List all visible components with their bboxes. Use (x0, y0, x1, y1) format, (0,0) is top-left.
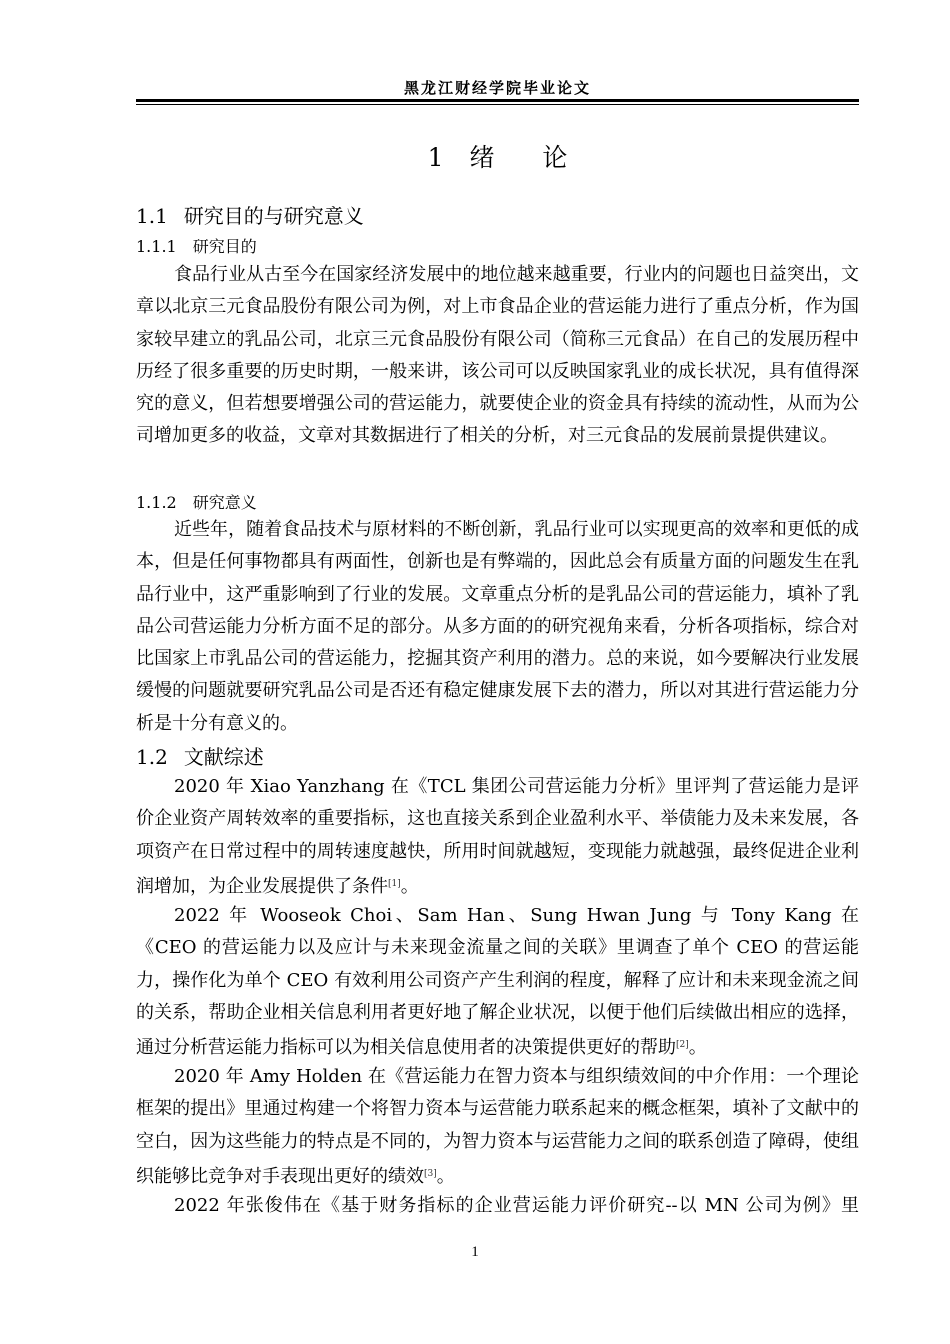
paragraph-text: 2020 年 Amy Holden 在《营运能力在智力资本与组织绩效间的中介作用：一个理论框架的提出》里通过构建一个将智力资本与运营能力联系起来的概念框架，填补了文献中的空白，因为这些能力的特点是不同的，为智力资本与运营能力之间的联系创造了障碍，使组织能够比竞争对手表现出更好的绩效 (136, 1066, 859, 1187)
paragraph-text: 2022 年 Wooseok Choi、Sam Han、Sung Hwan Jung 与 Tony Kang 在《CEO 的营运能力以及应计与未来现金流量之间的关联》里调查了单个 CEO 的营运能力，操作化为单个 CEO 有效利用公司资产产生利润的程度，解释了应计和未来现金流之间的关系，帮助企业相关信息利用者更好地了解企业状况，以便于他们后续做出相应的选择，通过分析营运能力指标可以为相关信息使用者的决策提供更好的帮助 (136, 905, 859, 1059)
citation-marker: [1] (388, 878, 401, 889)
paragraph-end: 。 (688, 1037, 707, 1059)
chapter-number: 1 (427, 143, 444, 172)
paragraph-end: 。 (436, 1165, 455, 1187)
paragraph-research-significance: 近些年，随着食品技术与原材料的不断创新，乳品行业可以实现更高的效率和更低的成本，但是任何事物都具有两面性，创新也是有弊端的，因此总会有质量方面的问题发生在乳品行业中，这严重影响到了行业的发展。文章重点分析的是乳品公司的营运能力，填补了乳品公司营运能力分析方面不足的部分。从多方面的的研究视角来看，分析各项指标，综合对比国家上市乳品公司的营运能力，挖掘其资产利用的潜力。总的来说，如今要解决行业发展缓慢的问题就要研究乳品公司是否还有稳定健康发展下去的潜力，所以对其进行营运能力分析是十分有意义的。 (136, 519, 859, 734)
subsection-number: 1.1.1 (136, 237, 177, 256)
section-heading-1-2 (136, 741, 264, 770)
paragraph-literature-2 (136, 900, 859, 1064)
section-number: 1.2 (136, 745, 168, 769)
section-title: 研究目的与研究意义 (183, 204, 364, 228)
paragraph-literature-1 (136, 771, 859, 903)
citation-marker: [2] (676, 1040, 689, 1051)
section-number: 1.1 (136, 204, 168, 228)
header-title: 黑龙江财经学院毕业论文 (403, 79, 591, 97)
section-heading-1-1 (136, 200, 364, 229)
paragraph-end: 。 (400, 875, 419, 897)
chapter-title-part1: 绪 (469, 143, 495, 172)
chapter-title-part2: 论 (542, 143, 568, 172)
subsection-title: 研究意义 (192, 493, 257, 512)
subsection-number: 1.1.2 (136, 493, 177, 512)
section-title: 文献综述 (183, 745, 264, 769)
paragraph-literature-3 (136, 1061, 859, 1193)
subsection-title: 研究目的 (192, 237, 257, 256)
subsection-heading-1-1-1 (136, 234, 257, 257)
paragraph-literature-4: 2022 年张俊伟在《基于财务指标的企业营运能力评价研究--以 MN 公司为例》里 (174, 1195, 859, 1216)
subsection-heading-1-1-2 (136, 490, 257, 513)
page-header (136, 78, 859, 98)
citation-marker: [3] (424, 1168, 437, 1179)
page-number: 1 (471, 1244, 479, 1260)
paragraph-text: 2020 年 Xiao Yanzhang 在《TCL 集团公司营运能力分析》里评判了营运能力是评价企业资产周转效率的重要指标，这也直接关系到企业盈利水平、举债能力及未来发展，各项资产在日常过程中的周转速度越快，所用时间就越短，变现能力就越强，最终促进企业利润增加，为企业发展提供了条件 (136, 776, 859, 897)
header-rule-thin (136, 104, 859, 105)
paragraph-research-purpose: 食品行业从古至今在国家经济发展中的地位越来越重要，行业内的问题也日益突出，文章以北京三元食品股份有限公司为例，对上市食品企业的营运能力进行了重点分析，作为国家较早建立的乳品公司，北京三元食品股份有限公司（简称三元食品）在自己的发展历程中历经了很多重要的历史时期，一般来讲，该公司可以反映国家乳业的成长状况，具有值得深究的意义，但若想要增强公司的营运能力，就要使企业的资金具有持续的流动性，从而为公司增加更多的收益，文章对其数据进行了相关的分析，对三元食品的发展前景提供建议。 (136, 264, 859, 447)
chapter-title (136, 138, 859, 174)
header-rule-thick (136, 99, 859, 102)
